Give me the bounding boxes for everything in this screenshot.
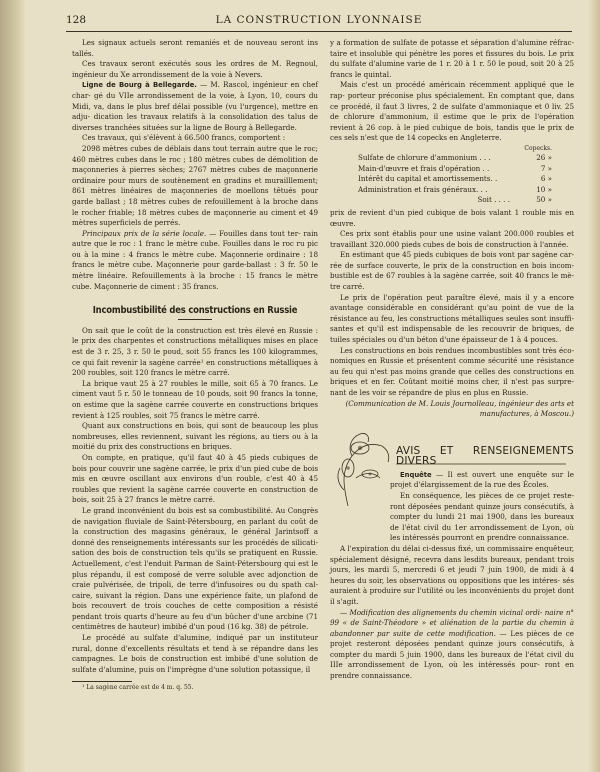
footnote-rule — [72, 681, 132, 682]
cost-row: Administration et frais généraux. . . 10 » — [358, 184, 552, 194]
paragraph-lead: — Modification des alignements du chemin vicinal ordi- naire n° 99 « de Saint-Théodore » et aliénation de la partie du chemin à abandonner par suite de cette modification. — [330, 607, 574, 638]
page-header — [66, 14, 572, 30]
signature: (Communication de M. Louis Journolleau, ingénieur des arts et manufactures, à Moscou.) — [345, 398, 574, 419]
cost-row: Intérêt du capital et amortissements. . 6 » — [358, 174, 552, 184]
paragraph: Les constructions en bois rendues incombustibles sont très éco- nomiques en Russie et présentent comme sécurité une résistance au feu qui n'est pas moins grande que celles des constructions en briques et en fer. Coûtant moitié moins cher, il n'est pas surpre- nant de les voir se répandre de plus en plus en Russie. — [330, 345, 574, 397]
paragraph: En conséquence, les pièces de ce projet reste- ront déposées pendant quinze jours consécutifs, à compter du lundi 21 mai 1900, dans les bureaux de l'état civil du 1er arrondissement de Lyon, où les intéressés pourront en prendre connaissance. — [390, 490, 574, 543]
cost-table-header: Copecks. — [524, 144, 552, 152]
paragraph: Enquête — Il est ouvert une enquête sur le projet d'élargissement de la rue des Écoles. — [390, 469, 574, 490]
cost-row-total: Soit . . . . 50 » — [477, 195, 552, 205]
page-edge-shadow — [588, 0, 600, 772]
paragraph: prix de revient d'un pied cubique de bois valant 1 rouble mis en œuvre. — [330, 207, 574, 228]
paragraph: La brique vaut 25 à 27 roubles le mille, soit 65 à 70 francs. Le ciment vaut 5 r. 50 le tonneau de 10 pouds, soit 90 francs la tonne, on estime que la sagène carrée couverte en constructions briques revient à 125 roubles, soit 75 francs le mètre carré. — [72, 378, 318, 420]
header-rule — [66, 31, 572, 32]
paragraph: Quant aux constructions en bois, qui sont de beaucoup les plus nombreuses, elles reviennent, suivant les régions, au tiers ou à la moitié du prix des constructions en briques. — [72, 421, 318, 452]
paragraph: Ces prix sont établis pour une usine valant 200.000 roubles et travaillant 320.000 pieds cubes de bois de construction à l'année. — [330, 229, 574, 249]
paragraph: Le prix de l'opération peut paraître élevé, mais il y a encore avantage considérable en considérant qu'au point de vue de la résistance au feu, les constructions métalliques seules sont insuffi- santes et qu'il est indispensable de les recouvrir de briques, de tuiles spéciales ou d'un béton d'une épaisseur de 1 à 4 pouces. — [330, 292, 574, 345]
footnote: ¹ La sagène carrée est de 4 m. q. 55. — [82, 684, 194, 692]
paragraph: — Modification des alignements du chemin vicinal ordi- naire n° 99 « de Saint-Théodore » et aliénation de la partie du chemin à abandonner par suite de cette modification. — Les pièces de ce projet resteront déposées pendant quinze jours consécutifs, à compter du mardi 5 juin 1900, dans les bureaux de l'état civil du IIIe arrondissement de Lyon, où les intéressés pour- ront en prendre connaissance. — [330, 607, 574, 681]
left-column — [72, 38, 318, 692]
cost-table — [358, 145, 574, 206]
cost-row: Sulfate de chlorure d'ammonium . . . 26 » — [358, 152, 552, 162]
paragraph: Principaux prix de la série locale. — Fouilles dans tout ter- rain autre que le roc : 1 franc le mètre cube. Fouilles dans le roc ru pic ou à la mine : 4 francs le mètre cube. Maçonnerie ordinaire : 18 francs le mètre cube. Maçonnerie pour garde-ballast : 3 fr. 50 le mètre linéaire. Refouillements à la broche : 15 francs le mètre cube. Maçonnerie de ciment : 35 francs. — [72, 228, 318, 291]
section-banner — [330, 428, 574, 510]
paragraph: Les signaux actuels seront remaniés et de nouveau seront ins tallés. — [72, 38, 318, 58]
paragraph-lead: Enquête — [400, 470, 432, 479]
cost-row: Main-d'œuvre et frais d'opération . . 7 » — [358, 163, 552, 173]
page-number: 128 — [66, 14, 87, 26]
running-title: LA CONSTRUCTION LYONNAISE — [215, 14, 423, 26]
paragraph: y a formation de sulfate de potasse et séparation d'alumine réfrac- taire et insoluble qui pénètre les pores et fissures du bois. Le prix du sulfate d'alumine varie de 1 r. 20 à 1 r. 50 le poud, soit 20 à 25 francs le quintal. — [330, 38, 574, 79]
paragraph: En estimant que 45 pieds cubiques de bois vont par sagène car- rée de surface couverte, le prix de la construction en bois incom- bustible est de 67 roubles à la sagène carrée, soit 40 francs le mè- tre carré. — [330, 250, 574, 292]
floral-ornament-icon — [330, 428, 574, 510]
paragraph: Mais c'est un procédé américain récemment appliqué que le rap- porteur préconise plus spécialement. En comptant que, dans ce procédé, il faut 3 livres, 2 de sulfate d'ammoniaque et 0 liv. 25 de chlorure d'ammonium, il estime que le prix de l'opération revient à 26 cop. à le pied cubique de bois, tandis que le prix de ces sels n'est que de 14 copecks en Angleterre. — [330, 80, 574, 143]
paragraph: Ces travaux, qui s'élèvent à 66.500 francs, comportent : — [82, 133, 286, 143]
paragraph: Le procédé au sulfate d'alumine, indiqué par un instituteur rural, donne d'excellents résultats et tend à se répandre dans les campagnes. Le bois de construction est imbibé d'une solution de sulfate d'alumine, puis on l'imprègne d'une solution potassique, il — [72, 633, 318, 674]
paragraph: On sait que le coût de la construction est très élevé en Russie : le prix des charpentes et constructions métalliques mises en place est de 3 r. 25, 3 r. 50 le poud, soit 55 francs les 100 kilogrammes, ce qui fait revenir la sagène carrée¹ en constructions métalliques à 200 roubles, soit 120 francs le mètre carré. — [72, 325, 318, 378]
paragraph: Ligne de Bourg à Bellegarde. — M. Rascol, ingénieur en chef char- gé du VIIe arrondissement de la voie, à Lyon, 10, cours du Midi, va, dans le plus bref délai possible (vu l'urgence), mettre en adju- dication les travaux relatifs à la consolidation des talus de diverses tranchées situées sur la ligne de Bourg à Bellegarde. — [72, 80, 318, 132]
section-rule — [178, 319, 212, 320]
paragraph: 2098 mètres cubes de déblais dans tout terrain autre que le roc; 460 mètres cubes dans le roc ; 180 mètres cubes de démolition de maçonneries à pierres sèches; 2767 mètres cubes de maçonnerie ordinaire pour murs de soutènement en gradins et murailllement; 861 mètres linéaires de maçonneries de moellons têtués pour garde ballast ; 18 mètres cubes de refouillement à la broche dans le rocher friable; 18 mètres cubes de maçonnerie au ciment et 49 mètres superficiels de perrés. — [72, 143, 318, 228]
right-column — [330, 38, 574, 682]
paragraph: Ces travaux seront exécutés sous les ordres de M. Regnoul, ingénieur du Xe arrondissement de la voie à Nevers. — [72, 59, 318, 79]
paragraph: On compte, en pratique, qu'il faut 40 à 45 pieds cubiques de bois pour couvrir une sagène carrée, le prix d'un pied cube de bois mis en œuvre oscillant aux environs d'un rouble, c'est 40 à 45 roubles que revient la sagène carrée couverte en construction de bois, soit 25 à 27 francs le mètre carré. — [72, 452, 318, 505]
banner-title: AVIS ET RENSEIGNEMENTS DIVERS — [396, 444, 574, 468]
paragraph: A l'expiration du délai ci-dessus fixé, un commissaire enquêteur, spécialement désigné, recevra dans lesdits bureaux, pendant trois jours, les mardi 5, mercredi 6 et jeudi 7 juin 1900, de midi à 4 heures du soir, les observations ou oppositions que les intéres- sés auraient à produire sur l'utilité ou les inconvénients du projet dont il s'agit. — [330, 543, 574, 606]
paragraph-lead: Ligne de Bourg à Bellegarde. — [82, 81, 197, 90]
paragraph-lead: Principaux prix de la série locale. — [82, 228, 207, 238]
paragraph: Le grand inconvénient du bois est sa combustibilité. Au Congrès de navigation fluviale de Saint-Pétersbourg, en parlant du coût de la construction des magasins généraux, le général Jarintsoff a donné des renseignements intéressants sur les procédés de silicati- sation des bois de construction tels qu'ils se pratiquent en Russie. Actuellement, c'est l'enduit Parman de Saint-Pétersbourg qui est le plus répandu, il est composé de verre soluble avec adjonction de craie pulvérisée, de tripoli, de terre d'infusoires ou du spath cal- caire, suivant la région. Dans une expérience faite, un plafond de bois recouvert de trois couches de cette composition a résisté pendant trois quarts d'heure au feu d'un bûcher d'une arcbine (71 centimètres de hauteur) imbibé d'un poud (16 kg. 38) de pétrole. — [72, 505, 318, 632]
section-title: Incombustibilité des constructions en Russie — [92, 305, 298, 317]
page-binding-shadow — [0, 0, 26, 772]
